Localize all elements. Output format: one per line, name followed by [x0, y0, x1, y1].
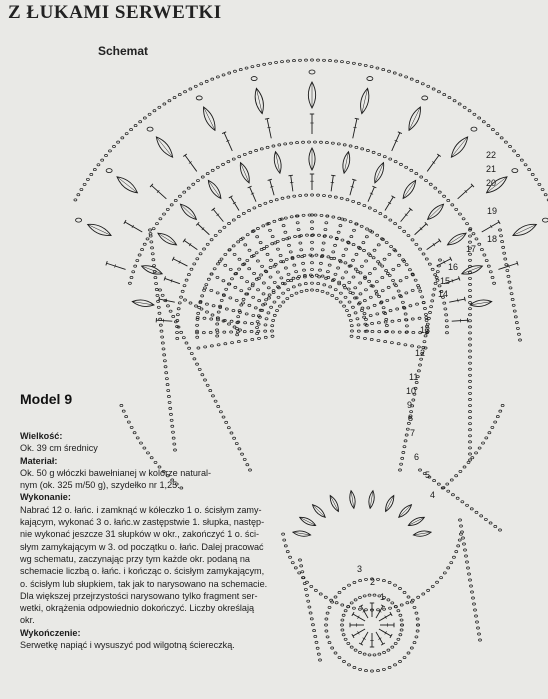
round-number-3: 3 — [357, 564, 363, 574]
round-number-5: 5 — [425, 470, 431, 480]
round-number-17: 17 — [466, 244, 477, 254]
execution-line: nie wykonać jeszcze 31 słupków w okr., zakończyć 1 o. ści- — [20, 529, 260, 540]
round-number-19: 19 — [487, 206, 498, 216]
execution-line: Nabrać 12 o. łańc. i zamknąć w kółeczko 1 o. ścisłym zamy- — [20, 504, 262, 515]
round-number-4: 4 — [430, 490, 436, 500]
execution-line: schemacie liczbą o. łańc. i kończąc o. ścisłym zamykającym, — [20, 566, 265, 577]
size-text: Ok. 39 cm średnicy — [20, 443, 98, 454]
model-title: Model 9 — [20, 391, 73, 407]
size-heading: Wielkość: — [20, 431, 63, 441]
round-number-22: 22 — [486, 150, 497, 160]
page-title: Z ŁUKAMI SERWETKI — [8, 2, 222, 23]
round-number-10: 10 — [406, 386, 417, 396]
round-number-2: 2 — [370, 577, 376, 587]
round-number-13: 13 — [420, 325, 431, 335]
execution-line: o. ścisłym lub słupkiem, tak jak to narysowano na schemacie. — [20, 578, 268, 589]
execution-line: kającym, wykonać 3 o. łańc.w zastępstwie 1. słupka, następ- — [20, 517, 265, 528]
finishing-text: Serwetkę napiąć i wysuszyć pod wilgotną ściereczką. — [20, 640, 235, 651]
material-heading: Materiał: — [20, 455, 58, 466]
round-number-11: 11 — [409, 372, 419, 382]
execution-line: wetki, okrążenia odpowiednio dokończyć. Liczby określają — [20, 603, 255, 614]
round-number-16: 16 — [448, 262, 459, 272]
material-line: nym (ok. 325 m/50 g), szydełko nr 1,25. — [20, 480, 180, 491]
round-number-7: 7 — [410, 428, 416, 438]
round-number-12: 12 — [415, 348, 426, 358]
round-number-21: 21 — [486, 164, 497, 174]
round-number-1: 1 — [380, 592, 386, 602]
specifications — [20, 430, 305, 651]
execution-line: słym zamykającym w 3. od początku o. łańc. Dalej pracować — [20, 541, 264, 552]
execution-heading: Wykonanie: — [20, 492, 71, 503]
material-line: Ok. 50 g włóczki bawełnianej w kolorze natural- — [20, 467, 212, 478]
round-number-8: 8 — [408, 413, 414, 423]
finishing-heading: Wykończenie: — [20, 627, 81, 638]
round-number-18: 18 — [487, 234, 498, 244]
round-number-6: 6 — [414, 452, 420, 462]
execution-line: okr. — [20, 615, 35, 626]
round-number-20: 20 — [486, 178, 497, 188]
round-number-14: 14 — [438, 289, 449, 299]
round-number-labels — [357, 150, 497, 602]
execution-line: Dla większej przejrzystości narysowano tylko fragment ser- — [20, 590, 258, 601]
execution-line: wg schematu, zaczynając przy tym każde okr. podaną na — [20, 553, 250, 564]
schema-label: Schemat — [98, 44, 149, 58]
round-number-9: 9 — [407, 400, 413, 410]
round-number-15: 15 — [440, 276, 451, 286]
